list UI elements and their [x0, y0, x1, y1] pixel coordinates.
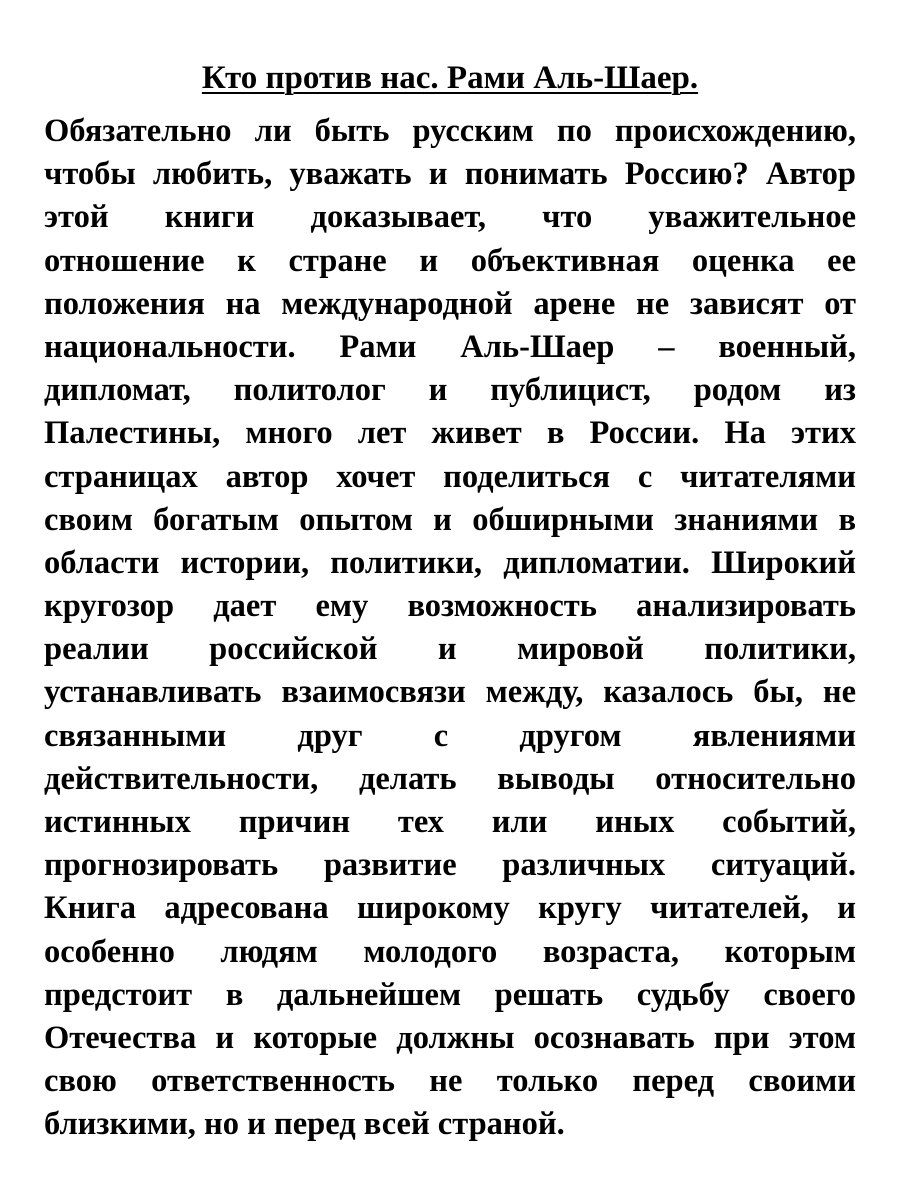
body-paragraph	[44, 110, 856, 1147]
paragraph-line: своим богатым опытом и обширными знаниями в	[44, 501, 856, 538]
paragraph-line: близкими, но и перед всей страной.	[44, 1106, 565, 1143]
paragraph-line: отношение к стране и объективная оценка ее	[44, 242, 856, 279]
paragraph-line: области истории, политики, дипломатии. Широкий	[44, 544, 856, 581]
paragraph-line: Отечества и которые должны осознавать при этом	[44, 1019, 856, 1056]
paragraph-line: связанными друг с другом явлениями	[44, 717, 856, 754]
paragraph-line: устанавливать взаимосвязи между, казалось бы, не	[44, 674, 856, 711]
paragraph-line: действительности, делать выводы относительно	[44, 760, 856, 797]
paragraph-line: Обязательно ли быть русским по происхождению,	[44, 113, 856, 149]
paragraph-line: свою ответственность не только перед своими	[44, 1063, 856, 1100]
paragraph-line: Палестины, много лет живет в России. На этих	[44, 415, 856, 452]
paragraph-line: чтобы любить, уважать и понимать Россию? Автор	[44, 156, 856, 193]
paragraph-line: национальности. Рами Аль-Шаер – военный,	[44, 328, 856, 365]
document-title: Кто против нас. Рами Аль-Шаер.	[201, 60, 699, 96]
paragraph-line: особенно людям молодого возраста, которым	[44, 933, 856, 970]
paragraph-line: предстоит в дальнейшем решать судьбу своего	[44, 976, 856, 1013]
paragraph-line: страницах автор хочет поделиться с читателями	[44, 458, 856, 495]
paragraph-line: Книга адресована широкому кругу читателей, и	[44, 890, 856, 927]
paragraph-line: этой книги доказывает, что уважительное	[44, 199, 856, 236]
paragraph-line: кругозор дает ему возможность анализировать	[44, 588, 856, 625]
paragraph-line: истинных причин тех или иных событий,	[44, 804, 856, 840]
paragraph-line: прогнозировать развитие различных ситуаций.	[44, 847, 856, 884]
paragraph-line: реалии российской и мировой политики,	[44, 631, 856, 668]
paragraph-line: дипломат, политолог и публицист, родом из	[44, 372, 856, 409]
paragraph-line: положения на международной арене не зависят от	[44, 285, 856, 322]
